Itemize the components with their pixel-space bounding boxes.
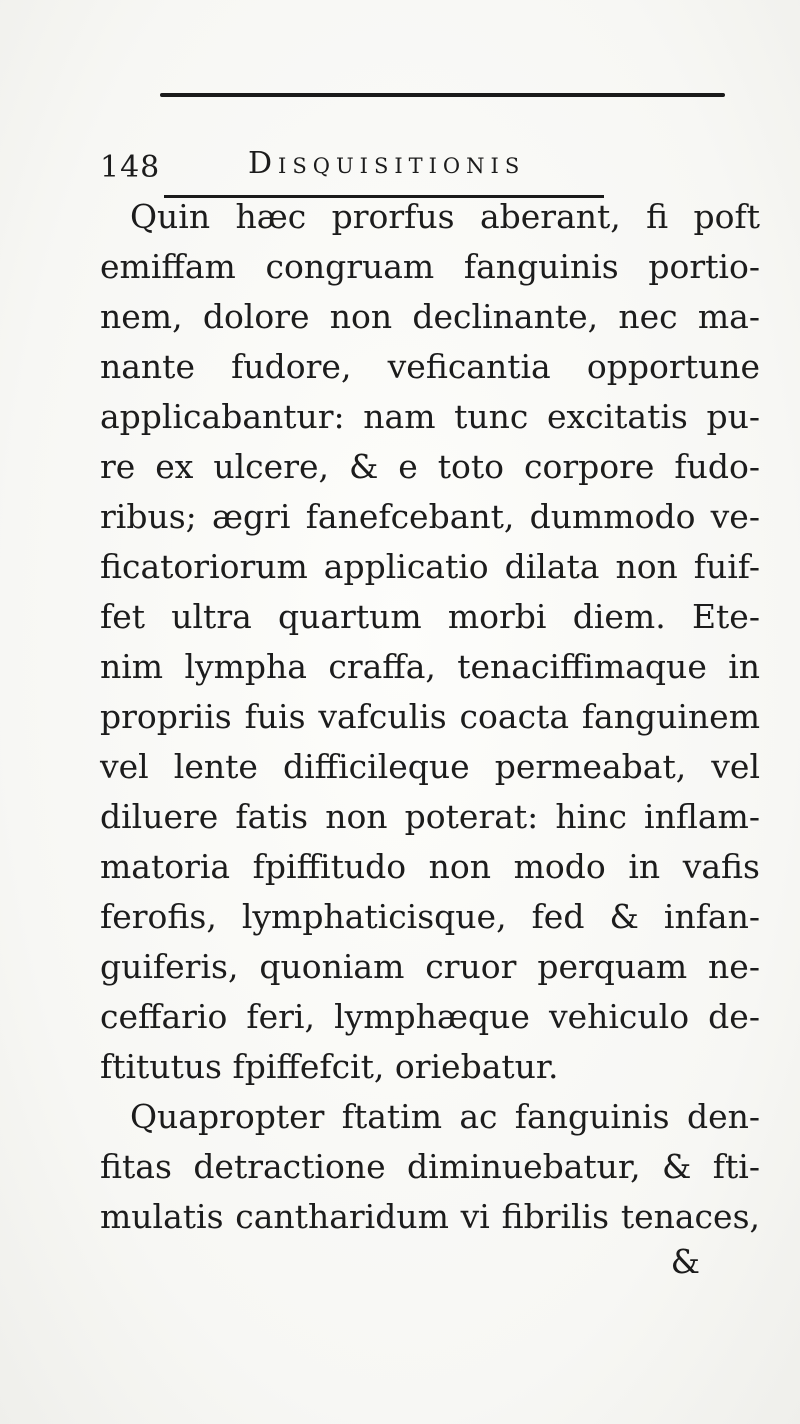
text-line: re ex ulcere, & e toto corpore fudo- [100,447,760,486]
text-line: mulatis cantharidum vi fibrilis tenaces, [100,1197,760,1236]
text-line: matoria fpiffitudo non modo in vafis [100,847,760,886]
page-header [100,146,740,190]
text-line: nante fudore, veficantia opportune [100,347,760,386]
text-line: ficatoriorum applicatio dilata non fuif- [100,547,760,586]
text-line: vel lente difficileque permeabat, vel [100,747,760,786]
page-number: 148 [100,150,161,185]
text-line: Quapropter ftatim ac fanguinis den- [130,1097,760,1136]
catchword: & [670,1242,700,1281]
text-line: applicabantur: nam tunc excitatis pu- [100,397,760,436]
text-line: nem, dolore non declinante, nec ma- [100,297,760,336]
text-line: ceffario feri, lymphæque vehiculo de- [100,997,760,1036]
text-line: fitas detractione diminuebatur, & fti- [100,1147,760,1186]
text-line: Quin hæc prorfus aberant, fi poft [130,197,760,236]
text-line: diluere fatis non poterat: hinc inflam- [100,797,760,836]
text-line: ferofis, lymphaticisque, fed & infan- [100,897,760,936]
text-line: emiffam congruam fanguinis portio- [100,247,760,286]
text-line: guiferis, quoniam cruor perquam ne- [100,947,760,986]
text-line: fet ultra quartum morbi diem. Ete- [100,597,760,636]
text-line: ftitutus fpiffefcit, oriebatur. [100,1047,559,1086]
text-line: propriis fuis vafculis coacta fanguinem [100,697,760,736]
text-line: ribus; ægri fanefcebant, dummodo ve- [100,497,760,536]
top-border-rule [160,93,725,97]
text-line: nim lympha craffa, tenaciffimaque in [100,647,760,686]
running-head: Disquisitionis [248,146,526,181]
body-text [100,192,760,1282]
